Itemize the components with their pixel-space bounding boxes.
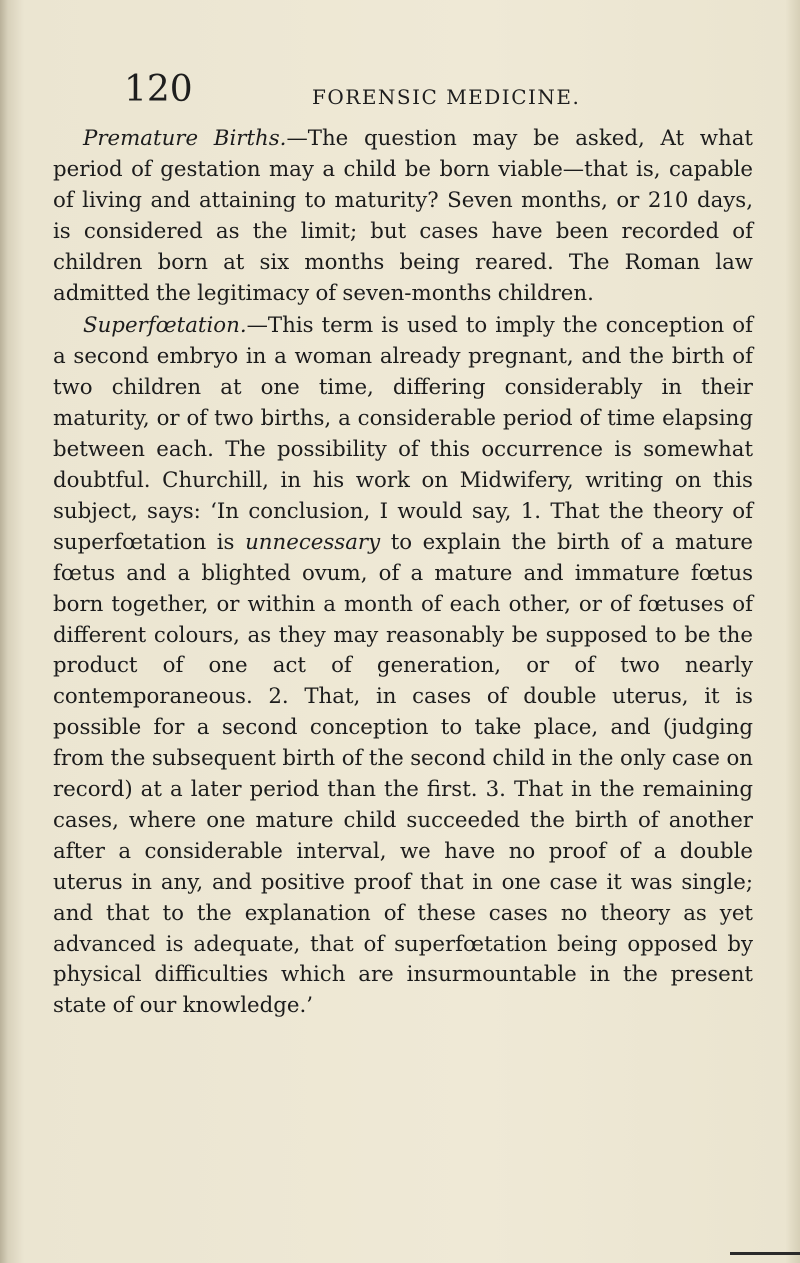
page-edge [786,0,800,1263]
paragraph-text: —This term is used to imply the conception of a second embryo in a woman already pregnant, and the birth of two children at one time, differing considerably in their maturity, or of two births, a considerable period of time elapsing between each. The possibility of this occurrence is somewhat doubtful. Churchill, in his work on Midwifery, writing on this subject, says: ‘In conclusion, I would say, 1. That the theory of superfœtation is [53,313,753,555]
running-title: FORENSIC MEDICINE. [312,85,581,109]
paragraph-text-continued: to explain the birth of a mature fœtus and a blighted ovum, of a mature and immature fœtus born together, or within a month of each other, or of fœtuses of different colours, as they may reasonably be supposed to be the product of one act of generation, or of two nearly contemporaneous. 2. That, in cases of double uterus, it is possible for a second conception to take place, and (judging from the subsequent birth of the second child in the only case on record) at a later period than the first. 3. That in the remaining cases, where one mature child succeeded the birth of another after a considerable interval, we have no proof of a double uterus in any, and positive proof that in one case it was single; and that to the explanation of these cases no theory as yet advanced is adequate, that of superfœtation being opposed by physical difficulties which are insurmountable in the present state of our knowledge.’ [53,529,753,1019]
paragraph-text: —The question may be asked, At what period of gestation may a child be born viable—that is, capable of living and attaining to maturity? Seven months, or 210 days, is considered as the limit; but cases have been recorded of children born at six months being reared. The Roman law admitted the legitimacy of seven-months children. [53,126,753,306]
page-header [124,69,764,112]
page-number: 120 [124,69,193,110]
paragraph-superfoetation [53,311,753,1022]
paragraph-heading: Premature Births. [83,126,287,151]
page-bottom-rule [730,1252,800,1255]
paragraph-premature-births [53,124,753,309]
body-text [53,124,753,1022]
emphasized-word: unnecessary [245,529,381,555]
paragraph-heading: Superfœtation. [83,313,247,339]
